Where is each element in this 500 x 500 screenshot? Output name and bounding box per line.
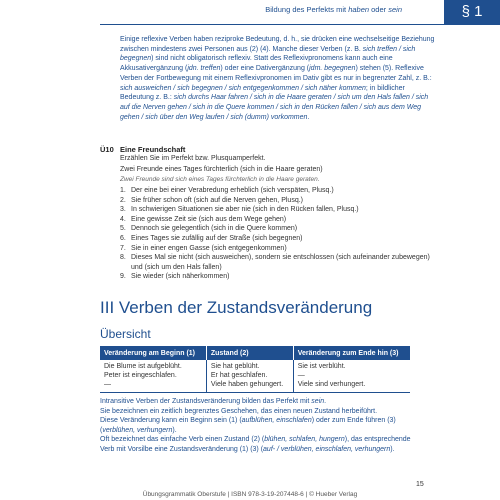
exercise-item: 2. Sie früher schon oft (sich auf die Nerven gehen, Plusq.) — [120, 196, 303, 204]
exercise-item: 4. Eine gewisse Zeit sie (sich aus dem Wege gehen) — [120, 215, 287, 223]
exercise-item: 8. Dieses Mal sie nicht (sich ausweichen), sondern sie entschlossen (sich aufeinander zubewegen) und (sich um den Hals fallen) — [120, 254, 430, 271]
chapter-title: III Verben der Zustandsveränderung — [100, 298, 373, 317]
page-footer: Übungsgrammatik Oberstufe | ISBN 978-3-19-207448-6 | © Hueber Verlag — [142, 491, 358, 498]
table-header-row — [100, 346, 410, 360]
page-number: 15 — [416, 481, 424, 488]
exercise-item: 7. Sie in einer engen Gasse (sich entgegenkommen) — [120, 244, 287, 252]
exercise-example-prompt: Zwei Freunde eines Tages fürchterlich (sich in die Haare geraten) — [120, 166, 323, 173]
exercise-item: 1. Der eine bei einer Verabredung erheblich (sich verspäten, Plusq.) — [120, 187, 334, 194]
page-header — [0, 0, 500, 24]
intro-paragraph: Einige reflexive Verben haben reziproke Bedeutung, d. h., sie drücken eine wechselseitige Beziehung zwischen mindestens zwei Personen aus (2) (4). Manche dieser Verben (z. B. sich treffen / sich begegnen) sind nicht obligatorisch reflexiv. Statt des Reflexivpronomens kann auch eine Akkusativergänzung (jdn. treffen) oder eine Dativergänzung (jdm. begegnen) stehen (5). Reflexive Verben der Fortbewegung mit einem Reflexivpronomen im Dativ gibt es nur in begrenzter Zahl, z. B.: sich ausweichen / sich begegnen / sich entgegenkommen / sich näher kommen; in bildlicher Bedeutung z. B.: sich durchs Haar fahren / sich in die Haare geraten / sich um den Hals fallen / sich auf die Nerven gehen / sich in die Quere kommen / sich in den Rücken fallen / sich aus dem Weg gehen / sich über den Weg laufen / sich (dumm) vorkommen. — [120, 36, 435, 121]
table-row — [100, 360, 410, 392]
table-header-cell: Veränderung am Beginn (1) — [100, 346, 206, 360]
table-cell: Die Blume ist aufgeblüht. Peter ist eingeschlafen. — — [104, 363, 182, 389]
exercise-item: 6. Eines Tages sie zufällig auf der Straße (sich begegnen) — [120, 234, 303, 242]
exercise-instruction: Erzählen Sie im Perfekt bzw. Plusquamperfekt. — [120, 155, 266, 162]
exercise-title: Eine Freundschaft — [120, 145, 186, 154]
table-header-cell: Veränderung zum Ende hin (3) — [293, 346, 410, 360]
explanation-paragraph: Intransitive Verben der Zustandsveränderung bilden das Perfekt mit sein. Sie bezeichnen ein zeitlich begrenztes Geschehen, das einen neuen Zustand herbeiführt. Diese Veränderung kann ein Beginn sein (1) (aufblühen, einschlafen) oder zum Ende führen (3) (verblühen, verhungern). Oft bezeichnet das einfache Verb einen Zustand (2) (blühen, schlafen, hungern), das entsprechende Verb mit Vorsilbe eine Zustandsveränderung (1) (3) (auf- / verblühen, einschlafen, verhungern). — [100, 398, 411, 453]
overview-table — [100, 346, 410, 393]
header-rule — [100, 24, 500, 25]
overview-heading: Übersicht — [100, 327, 151, 341]
table-cell: Sie hat geblüht. Er hat geschlafen. Viele haben gehungert. — [206, 360, 293, 392]
table-cell: Sie ist verblüht. — Viele sind verhungert. — [293, 360, 410, 392]
exercise-label: Ü10 — [100, 145, 114, 154]
exercise-item: 3. In schwierigen Situationen sie aber nie (sich in den Rücken fallen, Plusq.) — [120, 206, 359, 214]
exercise-item: 9. Sie wieder (sich näherkommen) — [120, 273, 230, 281]
section-tab: § 1 — [444, 0, 500, 24]
running-title: Bildung des Perfekts mit haben oder sein — [265, 5, 402, 14]
table-header-cell: Zustand (2) — [206, 346, 293, 360]
exercise-example-answer: Zwei Freunde sind sich eines Tages fürchterlich in die Haare geraten. — [120, 176, 320, 183]
exercise-list — [120, 186, 440, 282]
exercise-item: 5. Dennoch sie gelegentlich (sich in die Quere kommen) — [120, 225, 298, 233]
